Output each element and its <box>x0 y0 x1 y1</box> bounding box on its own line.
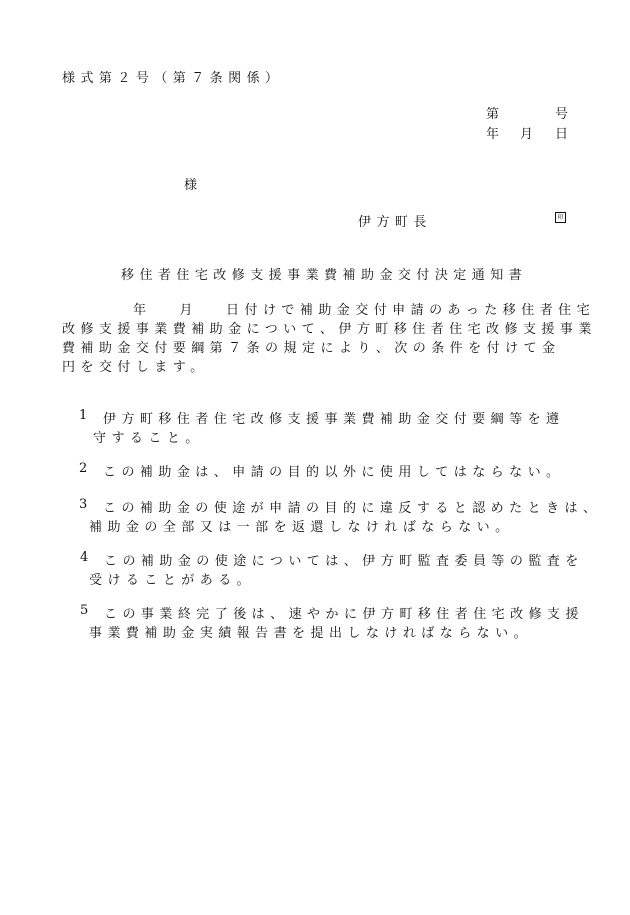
condition-text-cont: 守すること。 <box>93 431 204 446</box>
body-line-4: 円を交付します。 <box>62 360 209 375</box>
body-line-1: 年 月 日付けで補助金交付申請のあった移住者住宅 <box>133 303 596 318</box>
issuer-name: 伊方町長 <box>358 215 432 230</box>
date-day-label: 日 <box>555 127 569 142</box>
date-year-label: 年 <box>486 127 500 142</box>
condition-text-cont: 補助金の全部又は一部を返還しなければならない。 <box>89 520 514 535</box>
condition-number: 2 <box>79 461 88 476</box>
condition-text-cont: 事業費補助金実績報告書を提出しなければならない。 <box>89 626 533 641</box>
recipient-honorific: 様 <box>184 178 198 193</box>
form-number: 様式第２号（第７条関係） <box>62 71 284 86</box>
document-number-label: 第 <box>486 107 500 122</box>
body-line-2: 改修支援事業費補助金について、伊方町移住者住宅改修支援事業 <box>62 322 597 337</box>
condition-number: 1 <box>79 408 88 423</box>
body-line-3: 費補助金交付要綱第７条の規定により、次の条件を付けて金 <box>62 341 561 356</box>
condition-text: この補助金の使途については、伊方町監査委員等の監査を <box>104 554 584 569</box>
condition-text: この事業終完了後は、速やかに伊方町移住者住宅改修支援 <box>104 607 584 622</box>
condition-text: この補助金は、申請の目的以外に使用してはならない。 <box>103 465 565 480</box>
condition-text: 伊方町移住者住宅改修支援事業費補助金交付要綱等を遵 <box>103 412 565 427</box>
condition-number: 5 <box>80 603 89 618</box>
condition-text: この補助金の使途が申請の目的に違反すると認めたときは、 <box>103 501 602 516</box>
document-number-suffix: 号 <box>555 107 569 122</box>
condition-text-cont: 受けることがある。 <box>89 573 256 588</box>
condition-number: 3 <box>79 497 88 512</box>
condition-number: 4 <box>80 550 89 565</box>
seal-icon: 印 <box>555 212 566 223</box>
date-month-label: 月 <box>520 127 534 142</box>
document-title: 移住者住宅改修支援事業費補助金交付決定通知書 <box>121 268 528 283</box>
